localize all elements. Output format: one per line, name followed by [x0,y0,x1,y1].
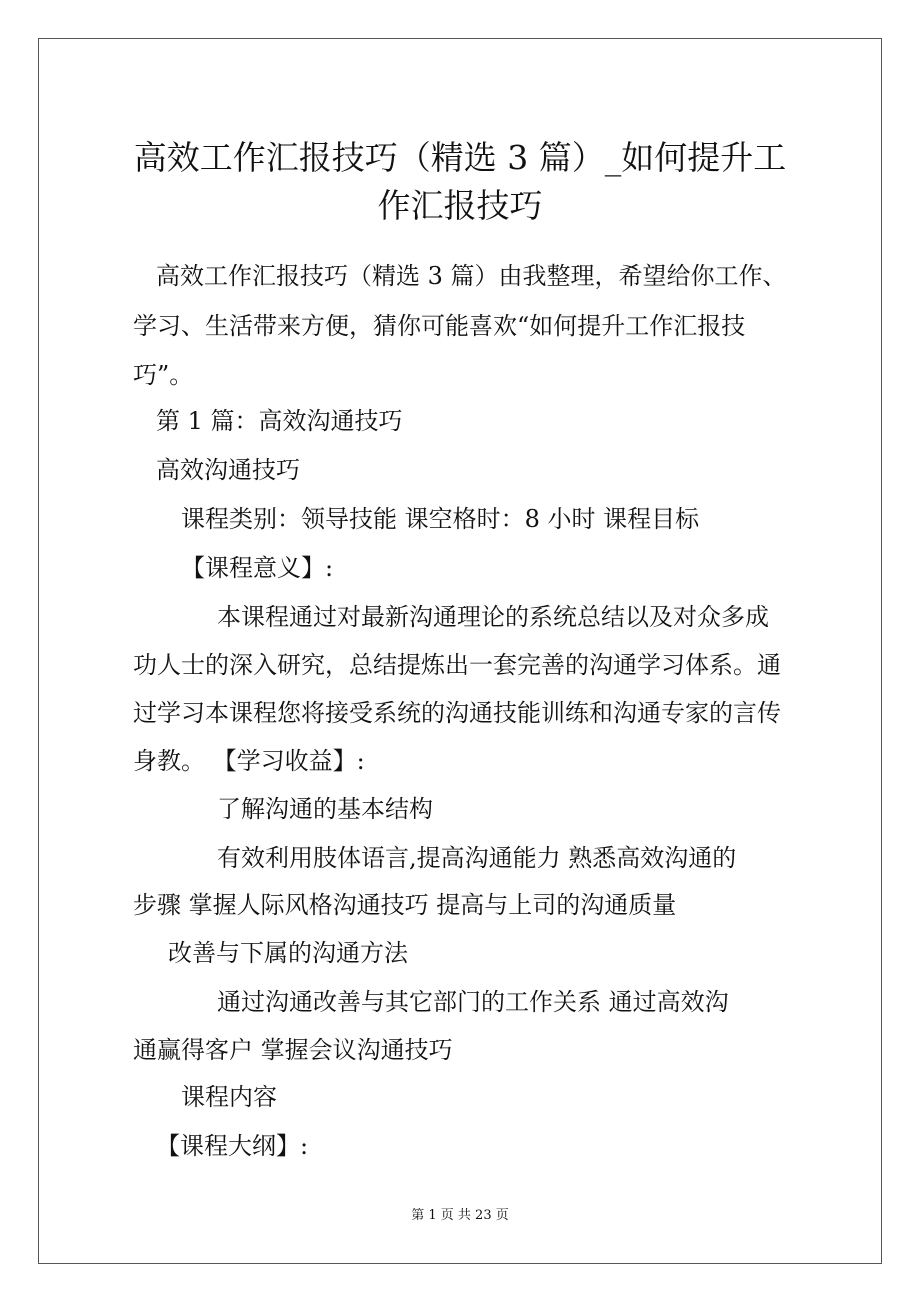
course-meaning-line-2: 功人士的深入研究，总结提炼出一套完善的沟通学习体系。通 [133,651,781,679]
section-heading: 第 1 篇：高效沟通技巧 [156,407,403,435]
page-footer: 第 1 页 共 23 页 [411,1208,509,1223]
benefit-line-3: 步骤 掌握人际风格沟通技巧 提高与上司的沟通质量 [133,891,677,919]
course-meaning-line-4: 身教。 【学习收益】: [133,747,365,775]
benefit-line-2: 有效利用肢体语言,提高沟通能力 熟悉高效沟通的 [217,844,737,872]
intro-line-1: 高效工作汇报技巧（精选 3 篇）由我整理，希望给你工作、 [156,262,787,290]
document-title-line-1: 高效工作汇报技巧（精选 3 篇）_如何提升工 [133,138,787,177]
sub-heading: 高效沟通技巧 [156,456,300,484]
course-meta: 课程类别：领导技能 课空格时：8 小时 课程目标 [181,505,700,533]
course-meaning-heading: 【课程意义】: [181,554,334,582]
document-title-line-2: 作汇报技巧 [377,186,543,225]
benefit-line-1: 了解沟通的基本结构 [217,795,433,823]
course-meaning-line-1: 本课程通过对最新沟通理论的系统总结以及对众多成 [217,603,769,631]
benefit-line-4: 改善与下属的沟通方法 [168,939,408,967]
benefit-line-6: 通赢得客户 掌握会议沟通技巧 [133,1036,453,1064]
course-outline-heading: 【课程大纲】: [156,1132,309,1160]
intro-line-2: 学习、生活带来方便，猜你可能喜欢“如何提升工作汇报技 [133,312,746,340]
benefit-line-5: 通过沟通改善与其它部门的工作关系 通过高效沟 [217,988,729,1016]
intro-line-3: 巧”。 [133,361,194,389]
course-content-heading: 课程内容 [181,1083,277,1111]
course-meaning-line-3: 过学习本课程您将接受系统的沟通技能训练和沟通专家的言传 [133,699,781,727]
